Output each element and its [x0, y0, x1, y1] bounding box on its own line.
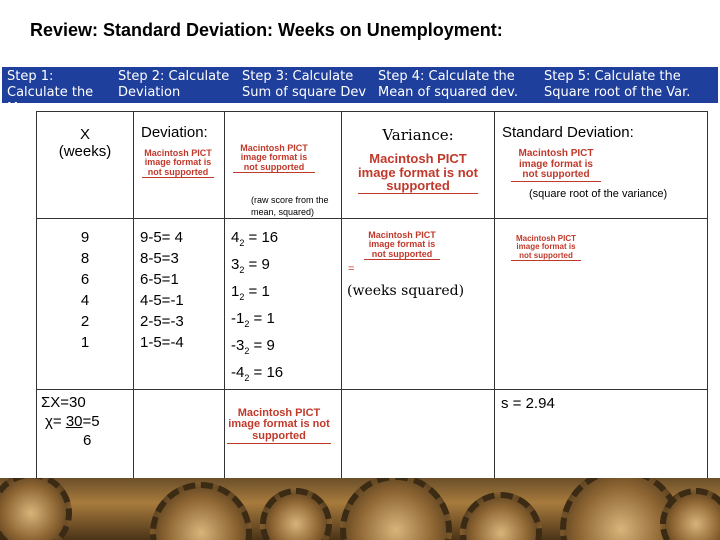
- step-5: Step 5: Calculate the Square root of the Var.: [539, 67, 718, 103]
- pict-cell: [225, 389, 342, 482]
- deviation-value: 4-5=-1: [140, 291, 184, 309]
- deviation-value: 8-5=3: [140, 249, 179, 267]
- square-result: = 16: [244, 228, 279, 246]
- mean-rhs: =5: [82, 412, 100, 430]
- empty-cell-2: [342, 389, 495, 482]
- square-value: [231, 335, 341, 362]
- pict-placeholder-6: Macintosh PICT image format is not supported: [511, 235, 581, 261]
- x-values-list: [37, 227, 133, 353]
- deviation-values-cell: [134, 218, 225, 389]
- square-value: [231, 227, 341, 254]
- gears-decoration: [0, 478, 720, 540]
- square-base: -4: [231, 363, 245, 381]
- square-exponent: 2: [239, 264, 245, 275]
- square-exponent: 2: [244, 372, 250, 383]
- pict-placeholder-1: Macintosh PICT image format is not supported: [142, 149, 214, 178]
- header-x-units: (weeks): [58, 143, 112, 160]
- square-result: = 1: [249, 309, 275, 327]
- square-result: = 9: [244, 255, 270, 273]
- square-value: [231, 254, 341, 281]
- summary-cell: [37, 389, 134, 482]
- step-2: Step 2: Calculate Deviation: [113, 67, 237, 103]
- square-base: 4: [231, 228, 240, 246]
- pict-placeholder-4: Macintosh PICT image format is not supported: [511, 149, 601, 182]
- x-value: 9: [80, 228, 90, 246]
- square-base: 1: [231, 282, 240, 300]
- square-base: -1: [231, 309, 245, 327]
- deviation-value: 1-5=-4: [140, 333, 184, 351]
- square-exponent: 2: [239, 291, 245, 302]
- pict-placeholder-5: Macintosh PICT image format is not supported: [364, 231, 440, 260]
- square-exponent: 2: [244, 318, 250, 329]
- square-values-cell: [225, 218, 342, 389]
- x-value: 4: [80, 291, 90, 309]
- variance-calc-cell: [342, 218, 495, 389]
- square-value: [231, 362, 341, 389]
- header-raw: [225, 112, 342, 219]
- deviation-label: Deviation:: [141, 124, 208, 141]
- square-value: [231, 308, 341, 335]
- deviation-value: 6-5=1: [140, 270, 179, 288]
- s-result: s = 2.94: [501, 394, 555, 412]
- page-title: Review: Standard Deviation: Weeks on Unemployment:: [30, 20, 503, 40]
- square-exponent: 2: [239, 237, 245, 248]
- pict-placeholder-2: Macintosh PICT image format is not supported: [233, 144, 315, 173]
- header-variance: [342, 112, 495, 219]
- sqrt-note: (square root of the variance): [529, 188, 668, 200]
- step-3: Step 3: Calculate Sum of square Dev: [237, 67, 373, 103]
- x-value: 1: [80, 333, 90, 351]
- x-values-cell: [37, 218, 134, 389]
- x-value: 2: [80, 312, 90, 330]
- deviation-value: 9-5= 4: [140, 228, 183, 246]
- mean-numerator: 30: [65, 412, 83, 430]
- raw-score-note: (raw score from the mean, squared): [251, 194, 329, 217]
- square-base: -3: [231, 336, 245, 354]
- pict-placeholder-7: Macintosh PICT image format is not supported: [228, 406, 330, 442]
- std-dev-table: [36, 111, 708, 483]
- mean-denominator: 6: [83, 431, 92, 449]
- square-result: = 1: [244, 282, 270, 300]
- square-exponent: 2: [244, 345, 250, 356]
- x-value: 6: [80, 270, 90, 288]
- deviation-values-list: [140, 227, 224, 353]
- square-values-list: [231, 227, 341, 389]
- deviation-value: 2-5=-3: [140, 312, 184, 330]
- pict-placeholder-3: Macintosh PICT image format is not supported: [358, 151, 478, 194]
- mean-lhs: χ=: [45, 412, 66, 430]
- x-value: 8: [80, 249, 90, 267]
- equals-sign: =: [348, 262, 355, 275]
- mean-formula: [45, 413, 133, 430]
- square-result: = 16: [249, 363, 284, 381]
- sum-x: ΣX=30: [41, 393, 86, 411]
- empty-cell-1: [134, 389, 225, 482]
- square-value: [231, 281, 341, 308]
- header-deviation: [134, 112, 225, 219]
- variance-label: Variance:: [382, 126, 454, 144]
- header-x-label: X: [79, 126, 90, 143]
- step-4: Step 4: Calculate the Mean of squared dev.: [373, 67, 539, 103]
- s-result-cell: [495, 389, 708, 482]
- square-result: = 9: [249, 336, 275, 354]
- square-base: 3: [231, 255, 240, 273]
- header-x: [37, 112, 134, 219]
- weeks-squared-note: (weeks squared): [347, 282, 465, 299]
- std-label: Standard Deviation:: [502, 124, 634, 141]
- header-std: [495, 112, 708, 219]
- std-calc-cell: [495, 218, 708, 389]
- step-1: Step 1: Calculate the Mean: [2, 67, 115, 103]
